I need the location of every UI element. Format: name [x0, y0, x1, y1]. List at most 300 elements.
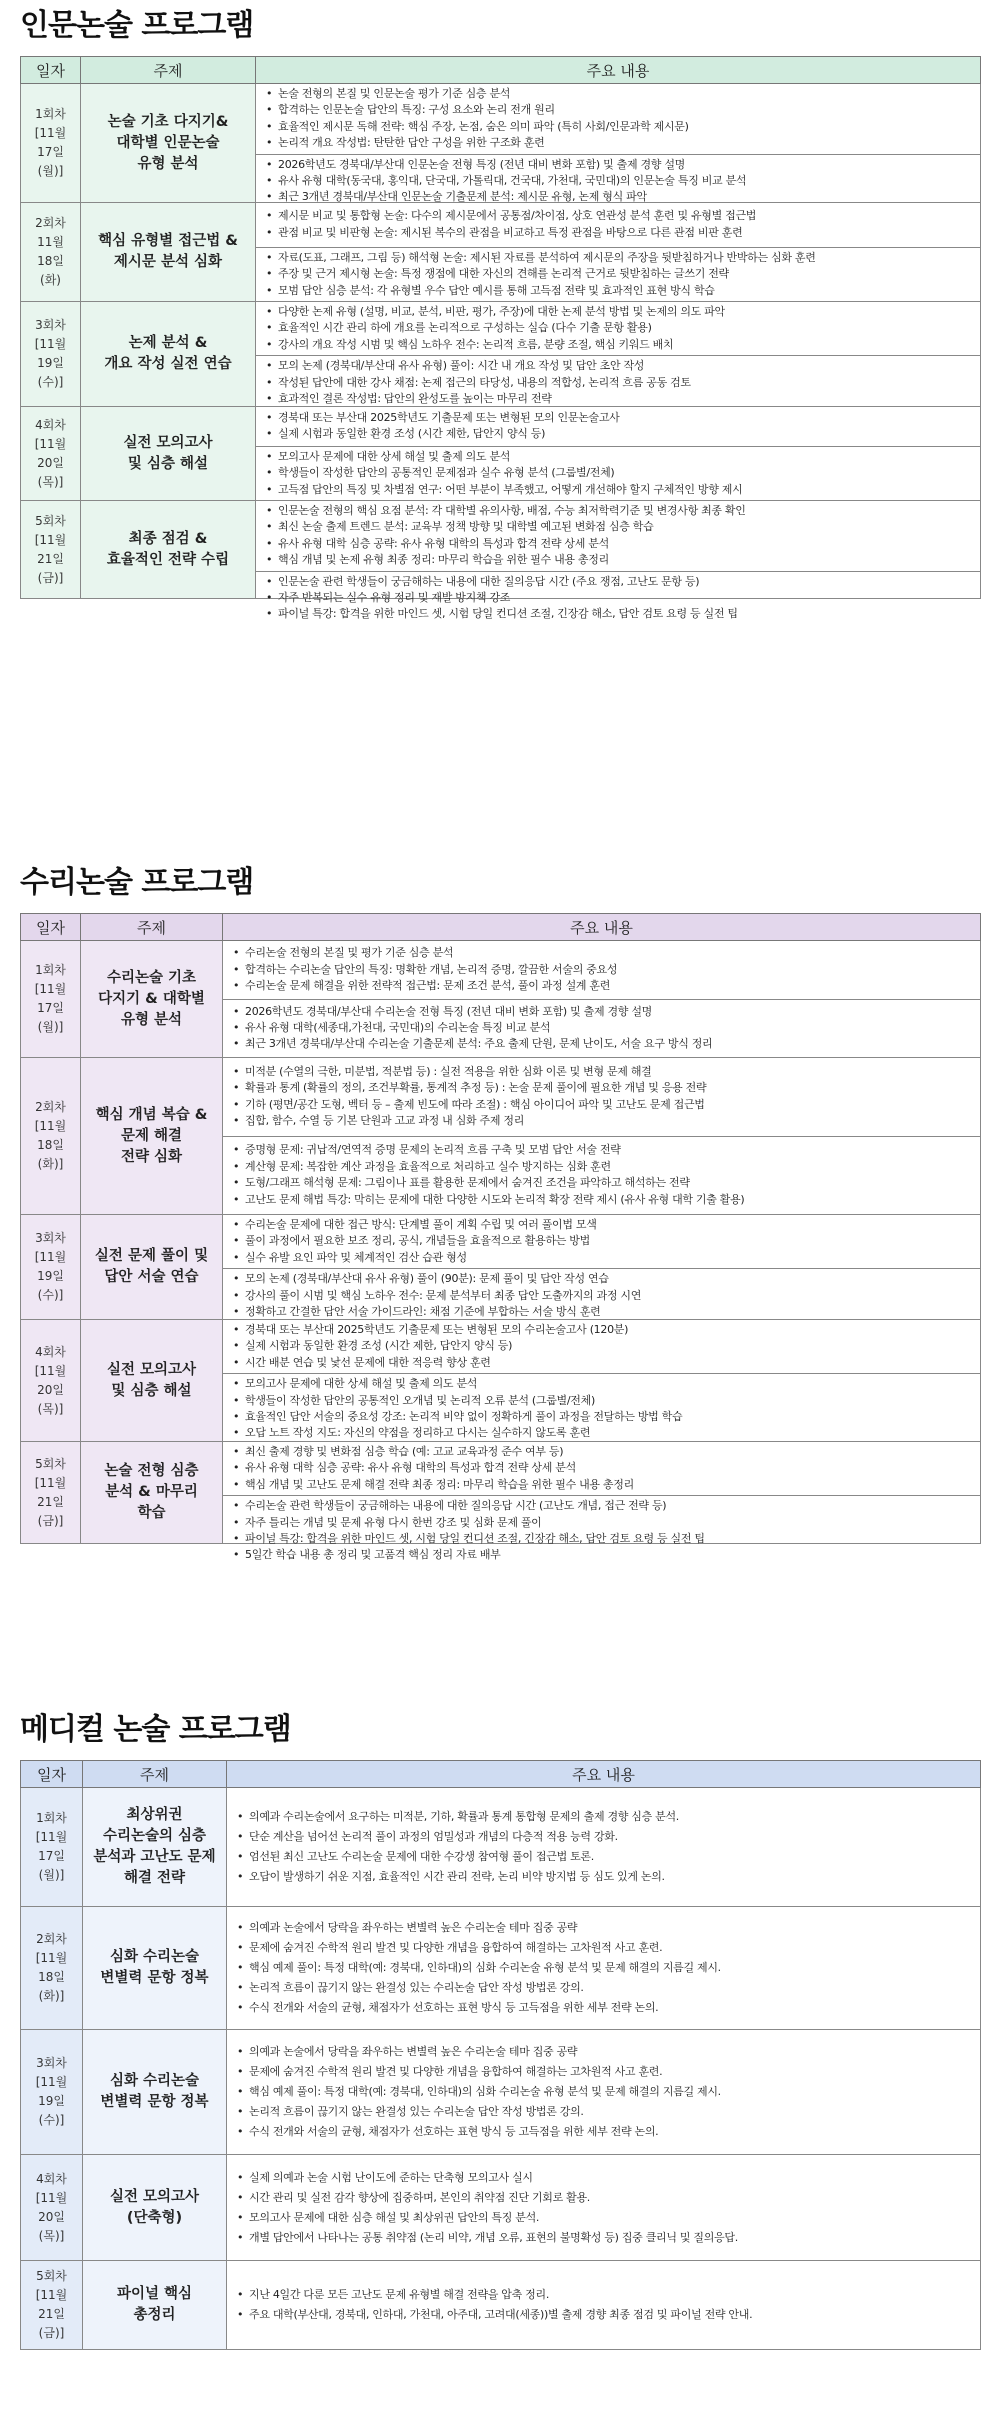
- day-line: 4회차: [35, 1344, 66, 1359]
- session-content: [256, 407, 981, 501]
- bullet-item: • 의예과 논술에서 당락을 좌우하는 변별력 높은 수리논술 테마 집중 공략: [235, 2042, 974, 2062]
- day-line: (목)]: [38, 2228, 65, 2243]
- content-group: [223, 1136, 980, 1215]
- session-subject: [81, 407, 256, 501]
- content-group: [227, 2261, 980, 2349]
- day-line: (화)]: [37, 1157, 64, 1171]
- bullet-item: • 핵심 예제 풀이: 특정 대학(예: 경북대, 인하대)의 심화 수리논술 유형 분석 및 문제 해결의 지름길 제시.: [235, 2082, 974, 2102]
- bullet-item: • 경북대 또는 부산대 2025학년도 기출문제 또는 변형된 모의 인문논술고사: [264, 410, 974, 426]
- day-line: 21일: [38, 2307, 65, 2321]
- bullet-item: • 모의 논제 (경북대/부산대 유사 유형) 풀이 (90분): 문제 풀이 및 답안 작성 연습: [231, 1271, 974, 1287]
- subject-line: 논제 분석 &: [128, 335, 208, 351]
- subject-line: 총정리: [133, 2307, 176, 2323]
- subject-line: 논술 전형 심층: [104, 1463, 199, 1479]
- day-line: 4회차: [35, 417, 66, 432]
- header-day: 일자: [21, 1761, 83, 1788]
- bullet-item: • 파이널 특강: 합격을 위한 마인드 셋, 시험 당일 컨디션 조절, 긴장감 해소, 답안 검토 요령 등 실전 팁: [264, 606, 974, 622]
- bullet-item: • 주장 및 근거 제시형 논술: 특정 쟁점에 대한 자신의 견해를 논리적 근거로 뒷받침하는 글쓰기 전략: [264, 266, 974, 282]
- section-title: 메디컬 논술 프로그램: [20, 1712, 291, 1747]
- day-line: [11월: [35, 2075, 68, 2089]
- day-line: 18일: [38, 1970, 65, 1984]
- header-day: 일자: [21, 914, 81, 941]
- bullet-item: • 논술 전형의 본질 및 인문논술 평가 기준 심층 분석: [264, 86, 974, 102]
- subject-line: 수리논술의 심층: [102, 1828, 207, 1844]
- day-line: 1회차: [36, 1811, 67, 1825]
- bullet-item: • 고득점 답안의 특징 및 차별점 연구: 어떤 부분이 부족했고, 어떻게 개선해야 할지 구체적인 방향 제시: [264, 482, 974, 498]
- session-day: [21, 2155, 83, 2261]
- bullet-list: [231, 1142, 974, 1208]
- day-line: 2회차: [35, 1100, 66, 1114]
- subject-line: 심화 수리논술: [109, 2073, 200, 2089]
- bullet-item: • 수리논술 문제 해결을 위한 전략적 접근법: 문제 조건 분석, 풀이 과정 설계 훈련: [231, 978, 974, 994]
- bullet-item: • 효과적인 결론 작성법: 답안의 완성도를 높이는 마무리 전략: [264, 391, 974, 407]
- bullet-item: • 수식 전개와 서술의 균형, 채점자가 선호하는 표현 방식 등 고득점을 위한 세부 전략 논의.: [235, 1998, 974, 2018]
- session-subject: [81, 1320, 223, 1442]
- subject-line: 변별력 문항 정복: [100, 2094, 209, 2110]
- subject-line: 유형 분석: [120, 1011, 183, 1028]
- bullet-item: • 모범 답안 심층 분석: 각 유형별 우수 답안 예시를 통해 고득점 전략 및 효과적인 표현 방식 학습: [264, 283, 974, 299]
- subject-line: 효율적인 전략 수립: [106, 551, 230, 568]
- bullet-item: • 유사 유형 대학 심층 공략: 유사 유형 대학의 특성과 합격 전략 상세 분석: [231, 1460, 974, 1476]
- day-line: 20일: [38, 2209, 65, 2224]
- day-line: 2회차: [36, 1932, 67, 1946]
- bullet-item: • 실제 시험과 동일한 환경 조성 (시간 제한, 답안지 양식 등): [264, 426, 974, 442]
- content-group: [223, 1058, 980, 1136]
- subject-line: 파이널 핵심: [116, 2286, 193, 2302]
- content-group: [256, 446, 980, 500]
- bullet-list: [235, 1807, 974, 1887]
- bullet-item: • 논리적 흐름이 끊기지 않는 완결성 있는 수리논술 답안 작성 방법론 강의.: [235, 1978, 974, 1998]
- bullet-item: • 강사의 개요 작성 시범 및 핵심 노하우 전수: 논리적 흐름, 분량 조절, 핵심 키워드 배치: [264, 337, 974, 353]
- bullet-list: [264, 86, 974, 152]
- day-line: (금)]: [38, 2326, 65, 2340]
- session-day: [21, 2030, 83, 2155]
- bullet-item: • 모의고사 문제에 대한 상세 해설 및 출제 의도 분석: [264, 449, 974, 465]
- day-line: 21일: [37, 1494, 64, 1509]
- subject-line: 학습: [137, 1505, 166, 1521]
- bullet-item: • 지난 4일간 다룬 모든 고난도 문제 유형별 해결 전략을 압축 정리.: [235, 2285, 974, 2305]
- bullet-item: • 증명형 문제: 귀납적/연역적 증명 문제의 논리적 흐름 구축 및 모범 답안 서술 전략: [231, 1142, 974, 1158]
- bullet-list: [235, 2168, 974, 2248]
- day-line: (월)]: [37, 1020, 64, 1034]
- session-day: [21, 941, 81, 1058]
- bullet-list: [264, 304, 974, 353]
- session-content: [227, 1788, 981, 1907]
- bullet-item: • 엄선된 최신 고난도 수리논술 문제에 대한 수강생 참여형 풀이 접근법 토론.: [235, 1847, 974, 1867]
- day-line: (수)]: [38, 2113, 65, 2127]
- day-line: 11월: [37, 235, 64, 249]
- session-subject: [83, 1907, 227, 2030]
- day-line: (화): [40, 273, 61, 287]
- day-line: (목)]: [37, 474, 64, 489]
- content-group: [223, 999, 980, 1058]
- bullet-item: • 논리적 흐름이 끊기지 않는 완결성 있는 수리논술 답안 작성 방법론 강의.: [235, 2102, 974, 2122]
- bullet-item: • 개별 답안에서 나타나는 공통 취약점 (논리 비약, 개념 오류, 표현의 불명확성 등) 집중 클리닉 및 질의응답.: [235, 2228, 974, 2248]
- bullet-list: [231, 1217, 974, 1266]
- subject-line: 유형 분석: [137, 155, 199, 172]
- content-group: [223, 941, 980, 999]
- bullet-list: [231, 1498, 974, 1564]
- session-content: [256, 84, 981, 203]
- session-content: [227, 1907, 981, 2030]
- bullet-item: • 인문논술 전형의 핵심 요점 분석: 각 대학별 유의사항, 배점, 수능 최저학력기준 및 변경사항 최종 확인: [264, 503, 974, 519]
- bullet-item: • 기하 (평면/공간 도형, 벡터 등 – 출제 빈도에 따라 조절) : 핵심 아이디어 파악 및 고난도 문제 접근법: [231, 1097, 974, 1113]
- day-line: (월)]: [37, 164, 64, 178]
- session-subject: [83, 2261, 227, 2350]
- bullet-item: • 정확하고 간결한 답안 서술 가이드라인: 채점 기준에 부합하는 서술 방식 훈련: [231, 1304, 974, 1320]
- bullet-item: • 유사 유형 대학(동국대, 홍익대, 단국대, 가톨릭대, 건국대, 가천대, 국민대)의 인문논술 특징 비교 분석: [264, 173, 974, 189]
- schedule-row: [21, 1320, 981, 1442]
- subject-line: 해결 전략: [123, 1870, 186, 1886]
- day-line: [11월: [35, 1830, 68, 1844]
- session-subject: [83, 1788, 227, 1907]
- subject-line: 수리논술 기초: [106, 969, 197, 986]
- schedule-row: [21, 203, 981, 302]
- bullet-item: • 고난도 문제 해법 특강: 막히는 문제에 대한 다양한 시도와 논리적 확장 전략 제시 (유사 유형 대학 기출 활용): [231, 1192, 974, 1208]
- section-math: [20, 863, 980, 1562]
- content-group: [256, 247, 980, 301]
- content-group: [256, 84, 980, 154]
- day-line: [11월: [34, 1250, 67, 1264]
- day-line: 4회차: [36, 2171, 67, 2186]
- subject-line: 개요 작성 실전 연습: [104, 356, 232, 372]
- subject-line: 심화 수리논술: [109, 1949, 200, 1965]
- session-day: [21, 2261, 83, 2350]
- day-line: (월)]: [38, 1868, 65, 1882]
- bullet-item: • 자주 반복되는 실수 유형 정리 및 재발 방지책 강조: [264, 590, 974, 606]
- bullet-item: • 최신 논술 출제 트렌드 분석: 교육부 정책 방향 및 대학별 예고된 변화점 심층 학습: [264, 519, 974, 535]
- bullet-item: • 의예과 논술에서 당락을 좌우하는 변별력 높은 수리논술 테마 집중 공략: [235, 1918, 974, 1938]
- day-line: 19일: [37, 1269, 64, 1283]
- bullet-item: • 미적분 (수열의 극한, 미분법, 적분법 등) : 실전 적용을 위한 심화 이론 및 변형 문제 해결: [231, 1064, 974, 1080]
- schedule-row: [21, 1907, 981, 2030]
- section-title: 인문논술 프로그램: [20, 8, 254, 43]
- bullet-list: [235, 2285, 974, 2325]
- subject-line: 다지기 & 대학별: [98, 990, 205, 1007]
- session-subject: [81, 302, 256, 407]
- day-line: 18일: [37, 254, 64, 268]
- subject-line: 실전 모의고사: [123, 434, 213, 451]
- day-line: 19일: [38, 2094, 65, 2108]
- schedule-table: [20, 913, 981, 1562]
- bullet-item: • 확률과 통계 (확률의 정의, 조건부확률, 통계적 추정 등) : 논술 문제 풀이에 필요한 개념 및 응용 전략: [231, 1080, 974, 1096]
- day-line: 18일: [37, 1138, 64, 1152]
- subject-line: 핵심 개념 복습 &: [95, 1106, 208, 1123]
- day-line: [11월: [34, 1119, 67, 1133]
- bullet-item: • 수리논술 전형의 본질 및 평가 기준 심층 분석: [231, 945, 974, 961]
- day-line: 3회차: [36, 2056, 67, 2070]
- subject-line: 대학별 인문논술: [116, 134, 220, 151]
- schedule-row: [21, 501, 981, 599]
- day-line: (화)]: [38, 1989, 65, 2003]
- content-group: [227, 2155, 980, 2260]
- schedule-row: [21, 1215, 981, 1320]
- bullet-item: • 실제 시험과 동일한 환경 조성 (시간 제한, 답안지 양식 등): [231, 1338, 974, 1354]
- content-group: [256, 355, 980, 409]
- schedule-row: [21, 302, 981, 407]
- day-line: 17일: [37, 1001, 64, 1015]
- bullet-item: • 핵심 예제 풀이: 특정 대학(예: 경북대, 인하대)의 심화 수리논술 유형 분석 및 문제 해결의 지름길 제시.: [235, 1958, 974, 1978]
- bullet-list: [231, 1004, 974, 1053]
- bullet-item: • 모의고사 문제에 대한 상세 해설 및 출제 의도 분석: [231, 1376, 974, 1392]
- bullet-item: • 관점 비교 및 비판형 논술: 제시된 복수의 관점을 비교하고 특정 관점을 바탕으로 다른 관점 비판 훈련: [264, 225, 974, 241]
- bullet-item: • 주요 대학(부산대, 경북대, 인하대, 가천대, 아주대, 고려대(세종))별 출제 경향 최종 점검 및 파이널 전략 안내.: [235, 2305, 974, 2325]
- day-line: 3회차: [35, 318, 66, 332]
- bullet-item: • 도형/그래프 해석형 문제: 그림이나 표를 활용한 문제에서 숨겨진 조건을 파악하고 해석하는 전략: [231, 1175, 974, 1191]
- bullet-list: [231, 1376, 974, 1442]
- bullet-item: • 다양한 논제 유형 (설명, 비교, 분석, 비판, 평가, 주장)에 대한 논제 분석 방법 및 논제의 의도 파악: [264, 304, 974, 320]
- session-day: [21, 84, 81, 203]
- day-line: [11월: [34, 532, 67, 547]
- bullet-list: [231, 1322, 974, 1371]
- subject-line: 핵심 유형별 접근법 &: [98, 233, 238, 249]
- section-title: 수리논술 프로그램: [20, 865, 254, 900]
- session-content: [227, 2261, 981, 2350]
- session-content: [256, 501, 981, 621]
- header-day: 일자: [21, 57, 81, 84]
- content-group: [227, 1907, 980, 2029]
- day-line: 5회차: [35, 513, 66, 528]
- bullet-list: [264, 574, 974, 623]
- bullet-list: [235, 1918, 974, 2018]
- bullet-item: • 효율적인 제시문 독해 전략: 핵심 주장, 논점, 숨은 의미 파악 (특히 사회/인문과학 제시문): [264, 119, 974, 135]
- bullet-item: • 학생들이 작성한 답안의 공통적인 오개념 및 논리적 오류 분석 (그룹별/전체): [231, 1393, 974, 1409]
- bullet-item: • 학생들이 작성한 답안의 공통적인 문제점과 실수 유형 분석 (그룹별/전체): [264, 465, 974, 481]
- schedule-row: [21, 1788, 981, 1907]
- bullet-item: • 인문논술 관련 학생들이 궁금해하는 내용에 대한 질의응답 시간 (주요 쟁점, 고난도 문항 등): [264, 574, 974, 590]
- session-content: [223, 1058, 981, 1215]
- bullet-item: • 시간 관리 및 실전 감각 향상에 집중하며, 본인의 취약점 진단 기회로 활용.: [235, 2188, 974, 2208]
- header-subject: 주제: [81, 57, 256, 84]
- schedule-row: [21, 407, 981, 501]
- session-subject: [83, 2030, 227, 2155]
- day-line: 5회차: [36, 2269, 67, 2283]
- bullet-item: • 실제 의예과 논술 시험 난이도에 준하는 단축형 모의고사 실시: [235, 2168, 974, 2188]
- header-subject: 주제: [83, 1761, 227, 1788]
- bullet-item: • 논리적 개요 작성법: 탄탄한 답안 구성을 위한 구조화 훈련: [264, 135, 974, 151]
- day-line: [11월: [35, 2190, 68, 2205]
- day-line: [11월: [34, 982, 67, 996]
- schedule-row: [21, 84, 981, 203]
- day-line: [11월: [34, 337, 67, 351]
- day-line: 21일: [37, 551, 64, 566]
- bullet-list: [231, 945, 974, 994]
- subject-line: 변별력 문항 정복: [100, 1970, 209, 1986]
- day-line: (수)]: [37, 375, 64, 389]
- bullet-list: [264, 410, 974, 443]
- day-line: [11월: [34, 1363, 67, 1378]
- content-group: [223, 1215, 980, 1268]
- content-group: [227, 2030, 980, 2154]
- bullet-item: • 유사 유형 대학(세종대,가천대, 국민대)의 수리논술 특징 비교 분석: [231, 1020, 974, 1036]
- session-subject: [81, 203, 256, 302]
- content-group: [256, 154, 980, 208]
- day-line: [11월: [34, 1475, 67, 1490]
- schedule-row: [21, 2261, 981, 2350]
- bullet-item: • 계산형 문제: 복잡한 계산 과정을 효율적으로 처리하고 실수 방지하는 심화 훈련: [231, 1159, 974, 1175]
- day-line: 17일: [38, 1849, 65, 1863]
- day-line: [11월: [35, 2288, 68, 2302]
- subject-line: 논술 기초 다지기&: [107, 113, 229, 130]
- subject-line: 분석 & 마무리: [105, 1484, 198, 1500]
- session-day: [21, 501, 81, 599]
- bullet-item: • 오답이 발생하기 쉬운 지점, 효율적인 시간 관리 전략, 논리 비약 방지법 등 심도 있게 논의.: [235, 1867, 974, 1887]
- session-content: [223, 941, 981, 1058]
- day-line: 20일: [37, 1382, 64, 1397]
- session-day: [21, 407, 81, 501]
- bullet-item: • 실수 유발 요인 파악 및 체계적인 검산 습관 형성: [231, 1250, 974, 1266]
- bullet-item: • 최근 3개년 경북대/부산대 수리논술 기출문제 분석: 주요 출제 단원, 문제 난이도, 서술 요구 방식 정리: [231, 1036, 974, 1052]
- day-line: [11월: [34, 126, 67, 140]
- content-group: [256, 571, 980, 625]
- content-group: [256, 407, 980, 446]
- bullet-list: [231, 1271, 974, 1320]
- schedule-row: [21, 2030, 981, 2155]
- bullet-item: • 2026학년도 경북대/부산대 인문논술 전형 특징 (전년 대비 변화 포함) 및 출제 경향 설명: [264, 157, 974, 173]
- content-group: [256, 203, 980, 247]
- subject-line: 최종 점검 &: [128, 530, 208, 547]
- day-line: 2회차: [35, 216, 66, 230]
- content-group: [256, 302, 980, 355]
- schedule-row: [21, 1058, 981, 1215]
- header-subject: 주제: [81, 914, 223, 941]
- bullet-item: • 수식 전개와 서술의 균형, 채점자가 선호하는 표현 방식 등 고득점을 위한 세부 전략 논의.: [235, 2122, 974, 2142]
- bullet-item: • 수리논술 관련 학생들이 궁금해하는 내용에 대한 질의응답 시간 (고난도 개념, 접근 전략 등): [231, 1498, 974, 1514]
- content-group: [223, 1495, 980, 1566]
- subject-line: 제시문 분석 심화: [113, 254, 223, 270]
- content-group: [223, 1442, 980, 1495]
- session-subject: [81, 1442, 223, 1544]
- session-subject: [81, 1058, 223, 1215]
- day-line: (금)]: [37, 570, 64, 585]
- bullet-item: • 5일간 학습 내용 총 정리 및 고품격 핵심 정리 자료 배부: [231, 1547, 974, 1563]
- session-subject: [81, 84, 256, 203]
- session-day: [21, 1788, 83, 1907]
- session-day: [21, 1058, 81, 1215]
- bullet-list: [264, 250, 974, 299]
- day-line: [11월: [34, 436, 67, 451]
- bullet-item: • 파이널 특강: 합격을 위한 마인드 셋, 시험 당일 컨디션 조절, 긴장감 해소, 답안 검토 요령 등 실전 팁: [231, 1531, 974, 1547]
- session-content: [256, 203, 981, 302]
- session-subject: [81, 1215, 223, 1320]
- bullet-item: • 수리논술 문제에 대한 접근 방식: 단계별 풀이 계획 수립 및 여러 풀이법 모색: [231, 1217, 974, 1233]
- bullet-list: [264, 503, 974, 569]
- day-line: 20일: [37, 455, 64, 470]
- bullet-item: • 시간 배분 연습 및 낯선 문제에 대한 적응력 향상 훈련: [231, 1355, 974, 1371]
- bullet-list: [264, 208, 974, 241]
- subject-line: 문제 해결: [120, 1127, 183, 1144]
- session-subject: [83, 2155, 227, 2261]
- day-line: 19일: [37, 356, 64, 370]
- session-subject: [81, 941, 223, 1058]
- bullet-item: • 문제에 숨겨진 수학적 원리 발견 및 다양한 개념을 융합하여 해결하는 고차원적 사고 훈련.: [235, 2062, 974, 2082]
- bullet-item: • 모의고사 문제에 대한 심층 해설 및 최상위권 답안의 특징 분석.: [235, 2208, 974, 2228]
- content-group: [223, 1320, 980, 1373]
- bullet-list: [264, 449, 974, 498]
- bullet-item: • 유사 유형 대학 심층 공략: 유사 유형 대학의 특성과 합격 전략 상세 분석: [264, 536, 974, 552]
- day-line: (수)]: [37, 1288, 64, 1302]
- subject-line: 실전 모의고사: [106, 1361, 197, 1378]
- session-content: [256, 302, 981, 407]
- session-day: [21, 1442, 81, 1544]
- bullet-item: • 강사의 풀이 시범 및 핵심 노하우 전수: 문제 분석부터 최종 답안 도출까지의 과정 시연: [231, 1288, 974, 1304]
- bullet-item: • 풀이 과정에서 필요한 보조 정리, 공식, 개념들을 효율적으로 활용하는 방법: [231, 1233, 974, 1249]
- bullet-item: • 단순 계산을 넘어선 논리적 풀이 과정의 엄밀성과 개념의 다층적 적용 능력 강화.: [235, 1827, 974, 1847]
- day-line: (목)]: [37, 1401, 64, 1416]
- day-line: [11월: [35, 1951, 68, 1965]
- content-group: [223, 1373, 980, 1444]
- day-line: 17일: [37, 145, 64, 159]
- session-day: [21, 302, 81, 407]
- bullet-item: • 집합, 함수, 수열 등 기본 단원과 고교 과정 내 심화 주제 정리: [231, 1113, 974, 1129]
- subject-line: 전략 심화: [120, 1148, 183, 1165]
- schedule-row: [21, 2155, 981, 2261]
- session-day: [21, 1215, 81, 1320]
- bullet-item: • 자료(도표, 그래프, 그림 등) 해석형 논술: 제시된 자료를 분석하여 제시문의 주장을 뒷받침하거나 반박하는 심화 훈련: [264, 250, 974, 266]
- bullet-list: [264, 358, 974, 407]
- session-content: [223, 1320, 981, 1442]
- bullet-item: • 제시문 비교 및 통합형 논술: 다수의 제시문에서 공통점/차이점, 상호 연관성 분석 훈련 및 유형별 접근법: [264, 208, 974, 224]
- day-line: 1회차: [35, 107, 66, 121]
- bullet-item: • 핵심 개념 및 고난도 문제 해결 전략 최종 정리: 마무리 학습을 위한 필수 내용 총정리: [231, 1477, 974, 1493]
- bullet-list: [264, 157, 974, 206]
- bullet-item: • 합격하는 수리논술 답안의 특징: 명확한 개념, 논리적 증명, 깔끔한 서술의 중요성: [231, 962, 974, 978]
- bullet-item: • 최신 출제 경향 및 변화점 심층 학습 (예: 고교 교육과정 준수 여부 등): [231, 1444, 974, 1460]
- bullet-item: • 작성된 답안에 대한 강사 채점: 논제 접근의 타당성, 내용의 적합성, 논리적 흐름 공동 검토: [264, 375, 974, 391]
- bullet-item: • 최근 3개년 경북대/부산대 인문논술 기출문제 분석: 제시문 유형, 논제 형식 파악: [264, 189, 974, 205]
- header-content: 주요 내용: [227, 1761, 981, 1788]
- section-medical: [20, 1710, 980, 2350]
- content-group: [227, 1788, 980, 1906]
- session-content: [223, 1215, 981, 1320]
- day-line: 5회차: [35, 1456, 66, 1471]
- schedule-row: [21, 1442, 981, 1544]
- bullet-item: • 효율적인 시간 관리 하에 개요를 논리적으로 구성하는 실습 (다수 기출 문항 활용): [264, 320, 974, 336]
- subject-line: 최상위권: [126, 1807, 183, 1823]
- content-group: [223, 1268, 980, 1322]
- header-content: 주요 내용: [223, 914, 981, 941]
- session-subject: [81, 501, 256, 599]
- session-day: [21, 1320, 81, 1442]
- bullet-item: • 자주 틀리는 개념 및 문제 유형 다시 한번 강조 및 심화 문제 풀이: [231, 1515, 974, 1531]
- bullet-list: [231, 1444, 974, 1493]
- subject-line: 및 심층 해설: [127, 455, 209, 472]
- subject-line: 분석과 고난도 문제: [93, 1849, 216, 1865]
- header-content: 주요 내용: [256, 57, 981, 84]
- session-content: [227, 2030, 981, 2155]
- day-line: 1회차: [35, 963, 66, 977]
- schedule-row: [21, 941, 981, 1058]
- day-line: (금)]: [37, 1513, 64, 1528]
- bullet-item: • 경북대 또는 부산대 2025학년도 기출문제 또는 변형된 모의 수리논술고사 (120분): [231, 1322, 974, 1338]
- bullet-list: [231, 1064, 974, 1130]
- section-humanities: [20, 6, 980, 621]
- subject-line: 및 심층 해설: [111, 1382, 192, 1399]
- subject-line: 답안 서술 연습: [104, 1269, 199, 1285]
- session-day: [21, 1907, 83, 2030]
- subject-line: 실전 문제 풀이 및: [94, 1248, 209, 1264]
- session-content: [223, 1442, 981, 1562]
- bullet-item: • 모의 논제 (경북대/부산대 유사 유형) 풀이: 시간 내 개요 작성 및 답안 초안 작성: [264, 358, 974, 374]
- bullet-item: • 합격하는 인문논술 답안의 특징: 구성 요소와 논리 전개 원리: [264, 102, 974, 118]
- bullet-item: • 문제에 숨겨진 수학적 원리 발견 및 다양한 개념을 융합하여 해결하는 고차원적 사고 훈련.: [235, 1938, 974, 1958]
- bullet-item: • 2026학년도 경북대/부산대 수리논술 전형 특징 (전년 대비 변화 포함) 및 출제 경향 설명: [231, 1004, 974, 1020]
- bullet-item: • 오답 노트 작성 지도: 자신의 약점을 정리하고 다시는 실수하지 않도록 훈련: [231, 1425, 974, 1441]
- bullet-item: • 효율적인 답안 서술의 중요성 강조: 논리적 비약 없이 정확하게 풀이 과정을 전달하는 방법 학습: [231, 1409, 974, 1425]
- session-day: [21, 203, 81, 302]
- bullet-item: • 의예과 수리논술에서 요구하는 미적분, 기하, 확률과 통계 통합형 문제의 출제 경향 심층 분석.: [235, 1807, 974, 1827]
- session-content: [227, 2155, 981, 2261]
